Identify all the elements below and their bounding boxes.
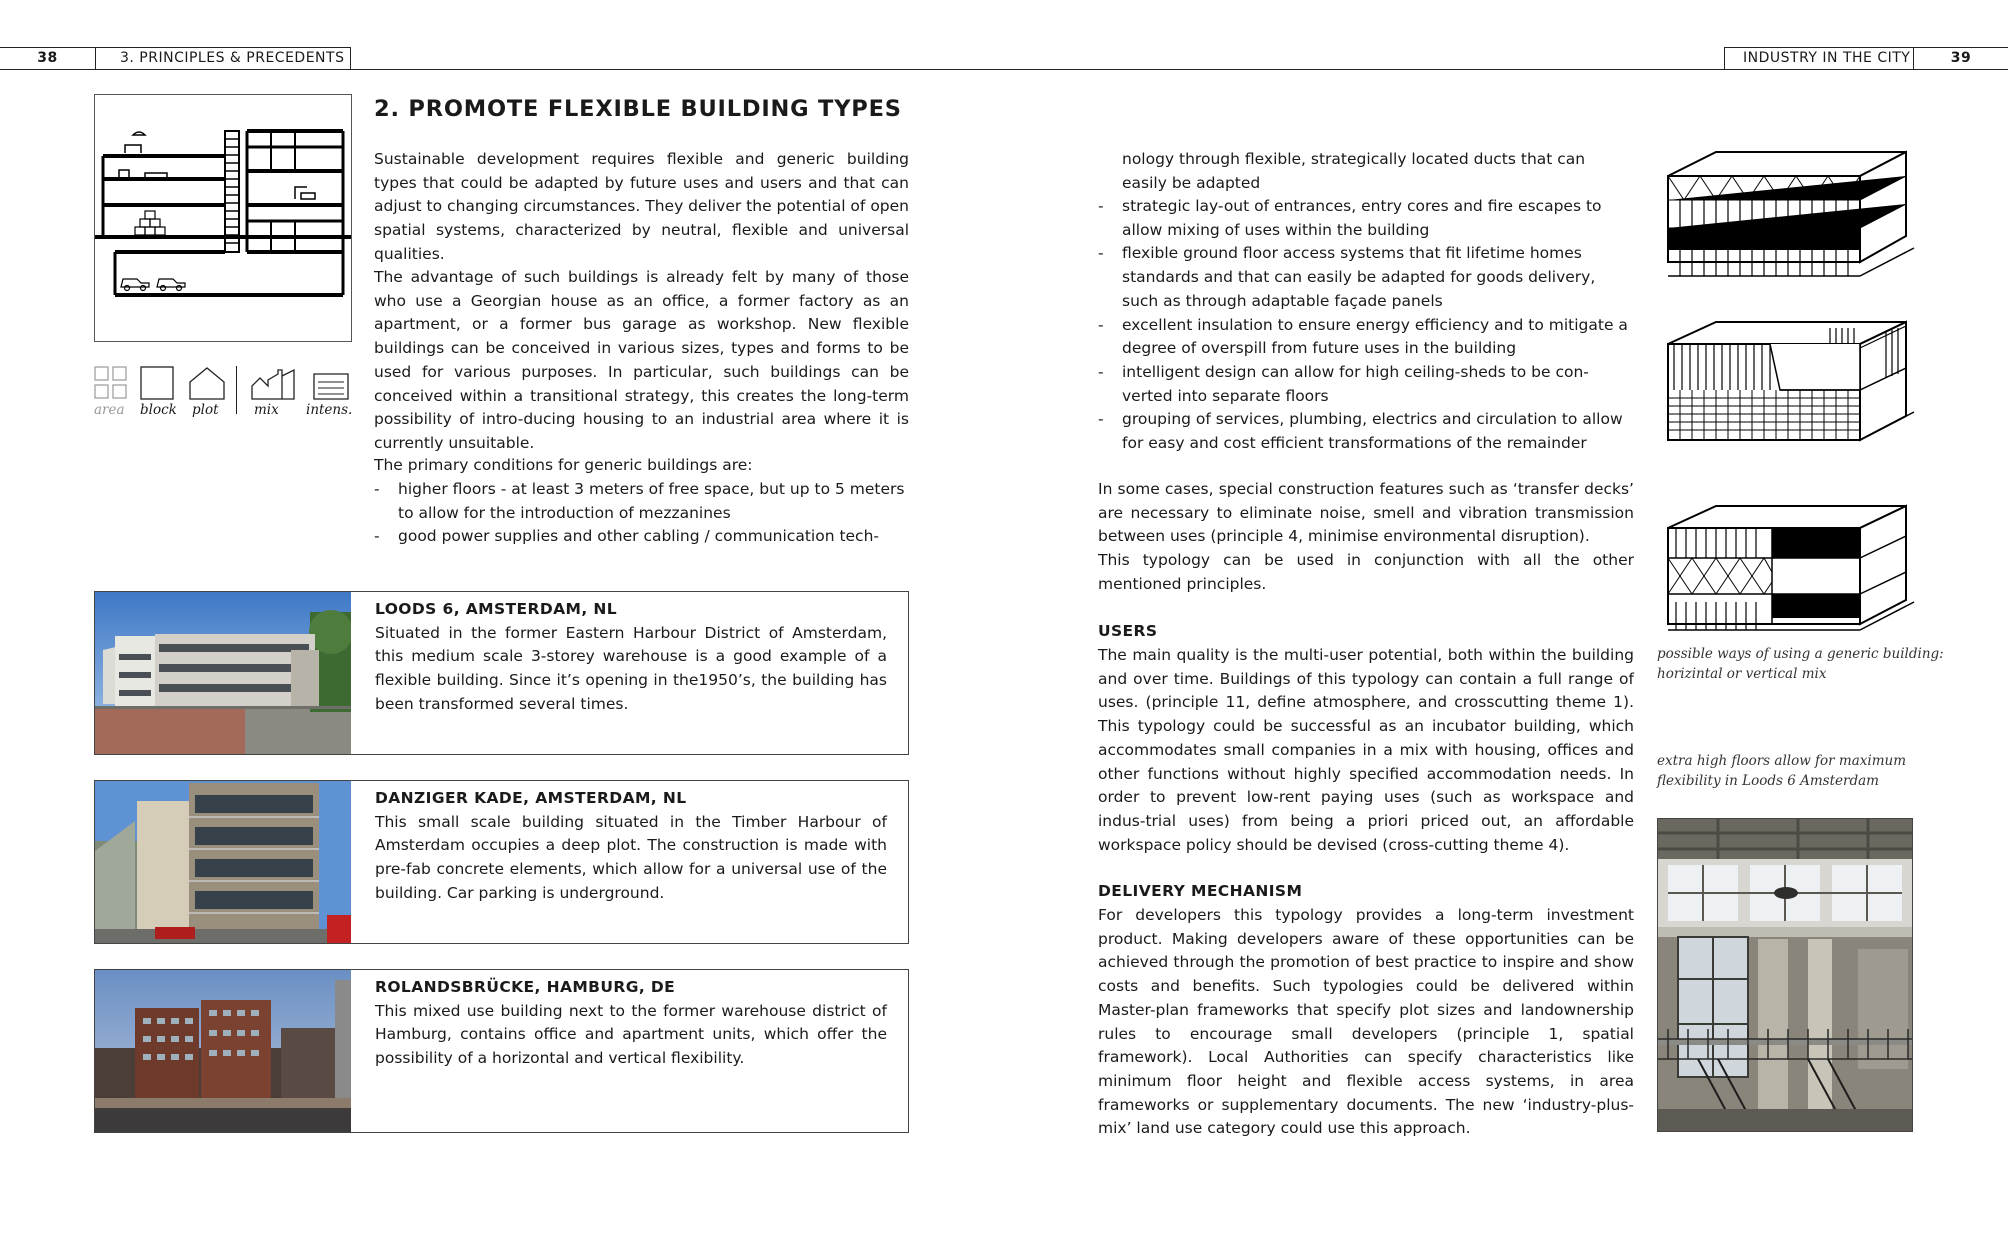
right-section-title: INDUSTRY IN THE CITY: [1724, 47, 1914, 70]
transfer-decks-paragraph: In some cases, special construction features such as ‘transfer decks’ are necessary to eliminate noise, smell and vibration transmission between uses (principle 4, minimise environmental disruption).: [1098, 480, 1634, 546]
delivery-paragraph: For developers this typology provides a long-term investment product. Making developers aware of these opportunities can be achieved through the promotion of best practice to inspire and show costs and benefits. Such typologies could be delivered within Master-plan frameworks that specify plot sizes and landownership rules to encourage small developers (principle 1, spatial framework). Local Authorities can specify characteristics like minimum floor height and flexible access systems, in area frameworks or supplementary documents. The new ‘industry-plus-mix’ land use category could use this approach.: [1098, 906, 1634, 1138]
building-section-diagram: [94, 94, 352, 342]
case-title: ROLANDSBRÜCKE, HAMBURG, DE: [375, 978, 676, 996]
conditions-list-right: [1098, 195, 1634, 456]
block-label: block: [140, 402, 177, 418]
intensity-icon: [312, 366, 350, 400]
block-icon: [140, 366, 174, 400]
conjunction-paragraph: This typology can be used in conjunction with all the other mentioned principles.: [1098, 551, 1634, 593]
loods6-photo: [95, 592, 351, 754]
delivery-heading: DELIVERY MECHANISM: [1098, 882, 1303, 900]
users-paragraph: The main quality is the multi-user potential, both within the building and over time. Buildings of this typology can contain a full range of uses. (principle 11, define atmosphere, and crosscutting theme 1). This typology could be successful as an incubator building, which accommodates small companies in a mix with housing, offices and other functions without highly specified accommodation needs. In order to prevent low-rent paying uses (such as workspace and indus-trial uses) from being a priori priced out, an affordable workspace policy should be devised (cross-cutting theme 4).: [1098, 646, 1634, 854]
rolandsbrucke-text: [375, 976, 887, 1071]
left-section-title: 3. PRINCIPLES & PRECEDENTS: [95, 47, 351, 70]
photo-caption: extra high floors allow for maximum flexibility in Loods 6 Amsterdam: [1657, 753, 1906, 789]
condition-item: - strategic lay-out of entrances, entry cores and fire escapes to allow mixing of uses within the building: [1098, 195, 1634, 242]
plot-label: plot: [192, 402, 219, 418]
advantage-paragraph: The advantage of such buildings is already felt by many of those who use a Georgian house as an office, a former factory as an apartment, or a former bus garage as workshop. New flexible buildings can be conceived in various sizes, types and forms to be used for various purposes. In particular, such buildings can be conceived within a transitional strategy, this creates the long-term possibility of intro-ducing housing to an industrial area where it is currently unsuitable.: [374, 268, 909, 452]
right-page-number: 39: [1913, 47, 2008, 70]
case-study-rolandsbrucke: [94, 969, 909, 1133]
danziger-kade-text: [375, 787, 887, 906]
left-page-number: 38: [0, 47, 96, 70]
typology-icon-row: [94, 366, 354, 418]
page-title: 2. PROMOTE FLEXIBLE BUILDING TYPES: [374, 96, 902, 122]
case-study-loods6: [94, 591, 909, 755]
plot-icon: [188, 366, 226, 400]
condition-item: - higher floors - at least 3 meters of free space, but up to 5 meters to allow for the introduction of mezzanines: [374, 478, 909, 525]
conditions-list-left: [374, 478, 909, 549]
case-description: This small scale building situated in the Timber Harbour of Amsterdam occupies a deep plot. The construction is made with pre-fab concrete elements, which allow for a universal use of the building. Car parking is underground.: [375, 812, 887, 902]
mix-diagram-combined: [1660, 502, 1920, 636]
loods6-text: [375, 598, 887, 717]
mix-icon: [250, 366, 296, 400]
case-title: DANZIGER KADE, AMSTERDAM, NL: [375, 789, 687, 807]
loods6-interior-photo: [1657, 818, 1913, 1132]
condition-item: - flexible ground floor access systems that fit lifetime homes standards and that can easily be adapted for goods delivery, such as through adaptable façade panels: [1098, 242, 1634, 313]
mix-label: mix: [254, 402, 279, 418]
condition-item: - intelligent design can allow for high ceiling-sheds to be con-verted into separate floors: [1098, 361, 1634, 408]
icon-divider: [236, 366, 237, 414]
intro-paragraph: Sustainable development requires flexible and generic building types that could be adapted by future uses and users and that can adjust to changing circumstances. They deliver the potential of open spatial systems, characterized by neutral, flexible and universal qualities.: [374, 150, 909, 263]
conditions-intro: The primary conditions for generic buildings are:: [374, 456, 753, 474]
area-label: area: [94, 402, 125, 418]
area-icon: [94, 366, 128, 402]
condition-item: - good power supplies and other cabling / communication tech-: [374, 525, 909, 549]
continuation-text: nology through flexible, strategically located ducts that can easily be adapted: [1122, 150, 1586, 192]
mix-diagram-vertical: [1660, 318, 1920, 452]
intensity-label: intens.: [306, 402, 353, 418]
case-study-danziger-kade: [94, 780, 909, 944]
mix-diagram-horizontal: [1660, 148, 1920, 280]
diagram-caption: possible ways of using a generic building: horizintal or vertical mix: [1657, 646, 1944, 682]
danziger-kade-photo: [95, 781, 351, 943]
users-heading: USERS: [1098, 622, 1158, 640]
condition-item: - grouping of services, plumbing, electrics and circulation to allow for easy and cost efficient transformations of the remainder: [1098, 408, 1634, 455]
case-description: Situated in the former Eastern Harbour District of Amsterdam, this medium scale 3-storey warehouse is a good example of a flexible building. Since it’s opening in the1950’s, the building has been transformed several times.: [375, 623, 887, 713]
case-description: This mixed use building next to the former warehouse district of Hamburg, contains office and apartment units, which offer the possibility of a horizontal and vertical flexibility.: [375, 1001, 887, 1068]
header-rule-middle: [351, 69, 1724, 70]
section-drawing: [95, 95, 351, 341]
condition-item: - excellent insulation to ensure energy efficiency and to mitigate a degree of overspill from future uses in the building: [1098, 314, 1634, 361]
case-title: LOODS 6, AMSTERDAM, NL: [375, 600, 618, 618]
rolandsbrucke-photo: [95, 970, 351, 1132]
